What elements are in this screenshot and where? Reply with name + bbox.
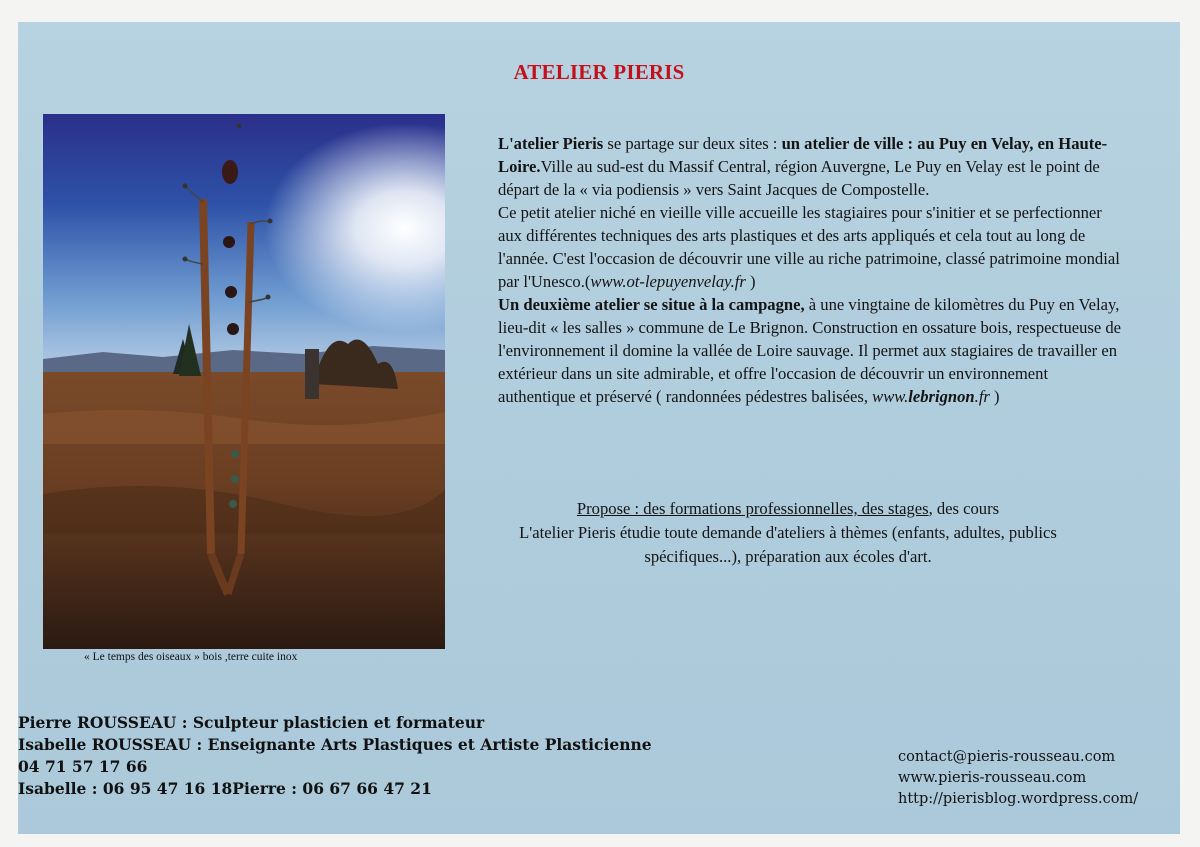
flyer-sheet	[18, 22, 1180, 834]
intro-text-3: Ce petit atelier niché en vieille ville accueille les stagiaires pour s'initier et se perfectionner aux différentes techniques des arts plastiques et des arts appliqués et cela tout au long de l'année. C'est l'occasion de découvrir une ville au riche patrimoine, classé patrimoine mondial par l'Unesco.(	[498, 203, 1120, 291]
email-link[interactable]: contact@pieris-rousseau.com	[898, 749, 1116, 765]
offer-line	[488, 497, 1088, 521]
page-title: ATELIER PIERIS	[513, 60, 685, 84]
country-atelier-heading: Un deuxième atelier se situe à la campagne,	[498, 295, 805, 314]
website-link[interactable]: www.pieris-rousseau.com	[898, 770, 1087, 786]
brand-name: L'atelier Pieris	[498, 134, 604, 153]
intro-text-4-end: )	[989, 387, 1000, 406]
lebrignon-link-prefix: www.	[872, 387, 909, 406]
tourism-link[interactable]: www.ot-lepuyenvelay.fr	[590, 272, 746, 291]
offer-underlined: Propose : des formations professionnelles, des stages	[576, 499, 929, 518]
paragraph-city-atelier	[498, 132, 1128, 201]
intro-text-2: Ville au sud-est du Massif Central, région Auvergne, Le Puy en Velay est le point de départ de la « via podiensis » vers Saint Jacques de Compostelle.	[498, 157, 1100, 199]
intro-text-1: se partage sur deux sites :	[603, 134, 782, 153]
lebrignon-link-name: lebrignon	[908, 387, 975, 406]
contact-persons	[18, 712, 652, 800]
city-atelier-heading: un atelier de ville : au Puy en Velay, en Haute-Loire.	[498, 134, 1108, 176]
contact-isabelle: Isabelle ROUSSEAU : Enseignante Arts Plastiques et Artiste Plasticienne	[18, 735, 652, 754]
paragraph-country-atelier	[498, 293, 1128, 408]
lebrignon-link[interactable]	[872, 387, 990, 406]
sculpture-photo	[43, 114, 445, 649]
offer-rest: , des cours	[928, 499, 1000, 518]
offer-section	[488, 497, 1088, 569]
contact-pierre: Pierre ROUSSEAU : Sculpteur plasticien et formateur	[18, 713, 485, 732]
web-contacts	[898, 747, 1138, 810]
description-text	[498, 132, 1128, 408]
blog-link[interactable]: http://pierisblog.wordpress.com/	[898, 791, 1139, 807]
offer-details: L'atelier Pieris étudie toute demande d'ateliers à thèmes (enfants, adultes, publics spécifiques...), préparation aux écoles d'art.	[519, 523, 1057, 566]
sculpture-photo-illustration	[43, 114, 445, 649]
intro-text-3-end: )	[745, 272, 756, 291]
contact-mobiles: Isabelle : 06 95 47 16 18Pierre : 06 67 66 47 21	[18, 779, 432, 798]
contact-phone: 04 71 57 17 66	[18, 757, 148, 776]
photo-caption: « Le temps des oiseaux » bois ,terre cuite inox	[84, 651, 298, 663]
lebrignon-link-suffix: .fr	[974, 387, 990, 406]
intro-text-4: à une vingtaine de kilomètres du Puy en Velay, lieu-dit « les salles » commune de Le Brignon. Construction en ossature bois, respectueuse de l'environnement il domine la vallée de Loire sauvage. Il permet aux stagiaires de travailler en extérieur dans un site admirable, et offre l'occasion de découvrir un environnement authentique et préservé ( randonnées pédestres balisées,	[498, 295, 1122, 406]
paragraph-city-details	[498, 201, 1128, 293]
